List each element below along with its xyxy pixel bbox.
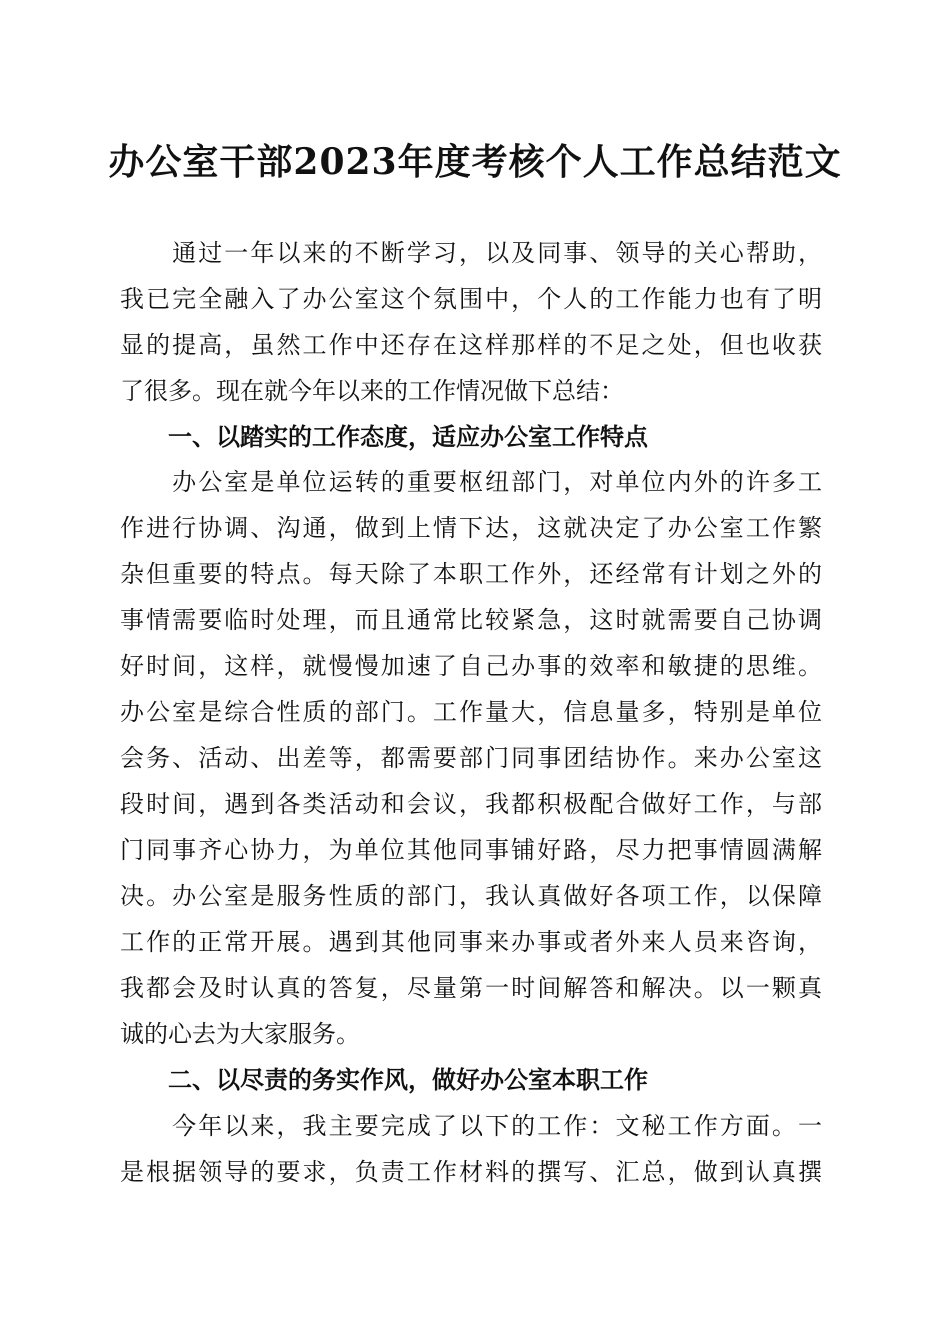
section-heading-1: 一、以踏实的工作态度，适应办公室工作特点 xyxy=(168,423,648,451)
body-line: 今年以来，我主要完成了以下的工作：文秘工作方面。一 xyxy=(120,1112,822,1140)
body-line: 事情需要临时处理，而且通常比较紧急，这时就需要自己协调 xyxy=(120,606,822,634)
body-line: 办公室是综合性质的部门。工作量大，信息量多，特别是单位 xyxy=(120,698,822,726)
body-line: 会务、活动、出差等，都需要部门同事团结协作。来办公室这 xyxy=(120,744,822,772)
body-line: 门同事齐心协力，为单位其他同事铺好路，尽力把事情圆满解 xyxy=(120,836,822,864)
intro-line: 显的提高，虽然工作中还存在这样那样的不足之处，但也收获 xyxy=(120,331,822,359)
body-line: 决。办公室是服务性质的部门，我认真做好各项工作，以保障 xyxy=(120,882,822,910)
body-line: 办公室是单位运转的重要枢纽部门，对单位内外的许多工 xyxy=(120,468,822,496)
body-line: 好时间，这样，就慢慢加速了自己办事的效率和敏捷的思维。 xyxy=(120,652,822,680)
document-title: 办公室干部2023年度考核个人工作总结范文 xyxy=(108,141,842,183)
body-line: 作进行协调、沟通，做到上情下达，这就决定了办公室工作繁 xyxy=(120,514,822,542)
intro-line: 我已完全融入了办公室这个氛围中，个人的工作能力也有了明 xyxy=(120,285,822,313)
body-line: 工作的正常开展。遇到其他同事来办事或者外来人员来咨询， xyxy=(120,928,822,956)
body-line: 我都会及时认真的答复，尽量第一时间解答和解决。以一颗真 xyxy=(120,974,822,1002)
body-line: 诚的心去为大家服务。 xyxy=(120,1020,360,1048)
body-line: 是根据领导的要求，负责工作材料的撰写、汇总，做到认真撰 xyxy=(120,1158,822,1186)
intro-line: 通过一年以来的不断学习，以及同事、领导的关心帮助， xyxy=(120,239,822,267)
body-line: 段时间，遇到各类活动和会议，我都积极配合做好工作，与部 xyxy=(120,790,822,818)
intro-line: 了很多。现在就今年以来的工作情况做下总结： xyxy=(120,377,624,405)
body-line: 杂但重要的特点。每天除了本职工作外，还经常有计划之外的 xyxy=(120,560,822,588)
section-heading-2: 二、以尽责的务实作风，做好办公室本职工作 xyxy=(168,1066,648,1094)
